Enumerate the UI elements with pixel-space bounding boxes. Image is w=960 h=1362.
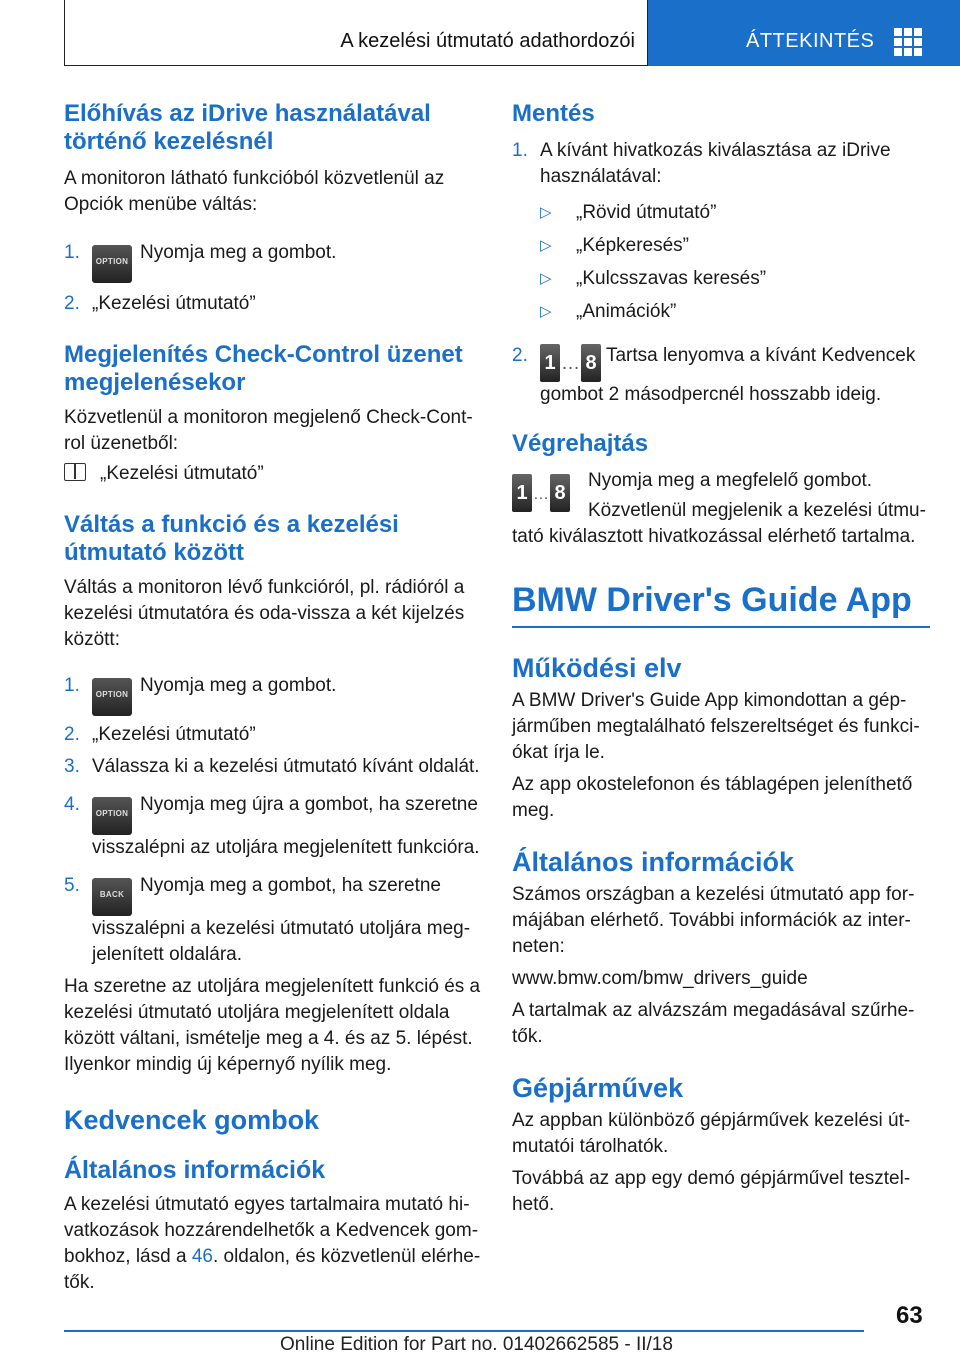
section-title-favorites: Kedvencek gombok [64,1105,320,1135]
section-text-checkcontrol: Közvetlenül a monitoron megjelenő Check-Control üzenetből: [64,407,473,454]
section-text-general: A kezelési útmutató egyes tartalmaira mutató hivatkozások hozzárendelhetők a Kedvencek gombokhoz, lásd a 46. oldalon, és közvetlenül elérhetők. [64,1194,481,1293]
section-title-idrive: Előhívás az iDrive használatával történő kezelésnél [64,100,431,155]
list-item: 2. „Kezelési útmutató” [64,724,256,745]
triangle-bullet-icon: ▷ [540,204,552,221]
section-title-save: Mentés [512,100,595,127]
manual-book-icon [64,463,86,481]
section-text-idrive: A monitoron látható funkcióból közvetlenül az Opciók menübe váltás: [64,168,445,215]
vehicles-text-2: Továbbá az app egy demó gépjárművel tesztelhető. [512,1167,911,1215]
vehicles-text-1: Az appban különböző gépjárművek kezelési útmutatói tárolhatók. [512,1109,911,1157]
favorite-keys: 1 … 8 [512,474,570,512]
sub-list-item: ▷ „Animációk” [512,299,930,325]
sub-list-item: ▷ „Rövid útmutató” [512,200,930,226]
list-item: 2. „Kezelési útmutató” [64,293,256,314]
list-item: 1. A kívánt hivatkozás kiválasztása az iDrive használatával: [512,140,891,187]
principle-text-2: Az app okostelefonon és táblagépen jeleníthető meg. [512,773,913,821]
execute-block [512,468,930,576]
principle-text-1: A BMW Driver's Guide App kimondottan a gépjárműben megtalálható felszereltséget és funkciókat írja le. [512,689,920,763]
list-item: 5. BACK Nyomja meg a gombot, ha szeretne visszalépni a kezelési útmutató utoljára megjelenített oldalára. [64,875,471,965]
app-title: BMW Driver's Guide App [512,581,912,619]
section-title-checkcontrol: Megjelenítés Check-Control üzenet megjelenésekor [64,341,463,396]
list-item: 1. OPTION Nyomja meg a gombot. [64,673,482,716]
section-text-switch: Váltás a monitoron lévő funkcióról, pl. rádióról a kezelési útmutatóra és oda-vissza a két kijelzés között: [64,577,465,650]
sub-list-item: ▷ „Képkeresés” [512,233,930,259]
favorite-key-1-icon: 1 [512,474,532,512]
section-title-execute: Végrehajtás [512,430,649,457]
list-item: 3. Válassza ki a kezelési útmutató kívánt oldalát. [64,756,480,777]
header-left [64,0,648,66]
execute-text-1: Nyomja meg a megfelelő gombot. [588,470,873,491]
option-button-icon: OPTION [92,678,132,716]
title-rule [512,626,930,628]
header-chapter-title[interactable]: ÁTTEKINTÉS [746,30,875,52]
option-button-icon: OPTION [92,245,132,283]
right-column [512,100,930,1218]
header-section-title: A kezelési útmutató adathordozói [340,30,635,52]
triangle-bullet-icon: ▷ [540,303,552,320]
list-item: 1. OPTION Nyomja meg a gombot. [64,240,482,283]
section-title-general: Általános információk [64,1156,326,1184]
page-link[interactable]: 46 [191,1246,213,1267]
section-title-general-info: Általános információk [512,846,795,877]
execute-text-2: Közvetlenül megjelenik a kezelési útmutató kiválasztott hivatkozással elérhető tartalma. [512,500,926,547]
general-info-text-1: Számos országban a kezelési útmutató app formájában elérhető. További információk az interneten: [512,883,915,957]
general-info-url[interactable]: www.bmw.com/bmw_drivers_guide [512,967,808,989]
list-item: 4. OPTION Nyomja meg újra a gombot, ha szeretne visszalépni az utoljára megjelenített funkcióra. [64,794,480,858]
favorite-key-8-icon: 8 [550,474,570,512]
header-right-tab[interactable] [648,0,960,66]
option-button-icon: OPTION [92,797,132,835]
left-column [64,100,482,1296]
list-item: 2. 1 … 8 Tartsa lenyomva a kívánt Kedvencek gombot 2 másodpercnél hosszabb ideig. [512,345,916,405]
page-number: 63 [896,1302,923,1329]
footer-rule [64,1330,864,1332]
section-title-vehicles: Gépjárművek [512,1072,684,1103]
grid-icon[interactable] [894,28,922,56]
section-title-principle: Működési elv [512,652,682,683]
section-title-switch: Váltás a funkció és a kezelési útmutató között [64,511,399,566]
back-button-icon: BACK [92,878,132,916]
footer-edition: Online Edition for Part no. 01402662585 - II/18 [280,1334,673,1355]
triangle-bullet-icon: ▷ [540,237,552,254]
triangle-bullet-icon: ▷ [540,270,552,287]
general-info-text-2: A tartalmak az alvázszám megadásával szűrhetők. [512,999,915,1047]
checkcontrol-item: „Kezelési útmutató” [64,461,482,487]
favorite-key-8-icon: 8 [581,344,601,382]
section-outro-switch: Ha szeretne az utoljára megjelenített funkció és a kezelési útmutató utoljára megjelenített oldala között váltani, ismételje meg a 4. és az 5. lépést. Ilyenkor mindig új képernyő nyílik meg. [64,976,481,1075]
favorite-key-1-icon: 1 [540,344,560,382]
sub-list-item: ▷ „Kulcsszavas keresés” [512,266,930,292]
